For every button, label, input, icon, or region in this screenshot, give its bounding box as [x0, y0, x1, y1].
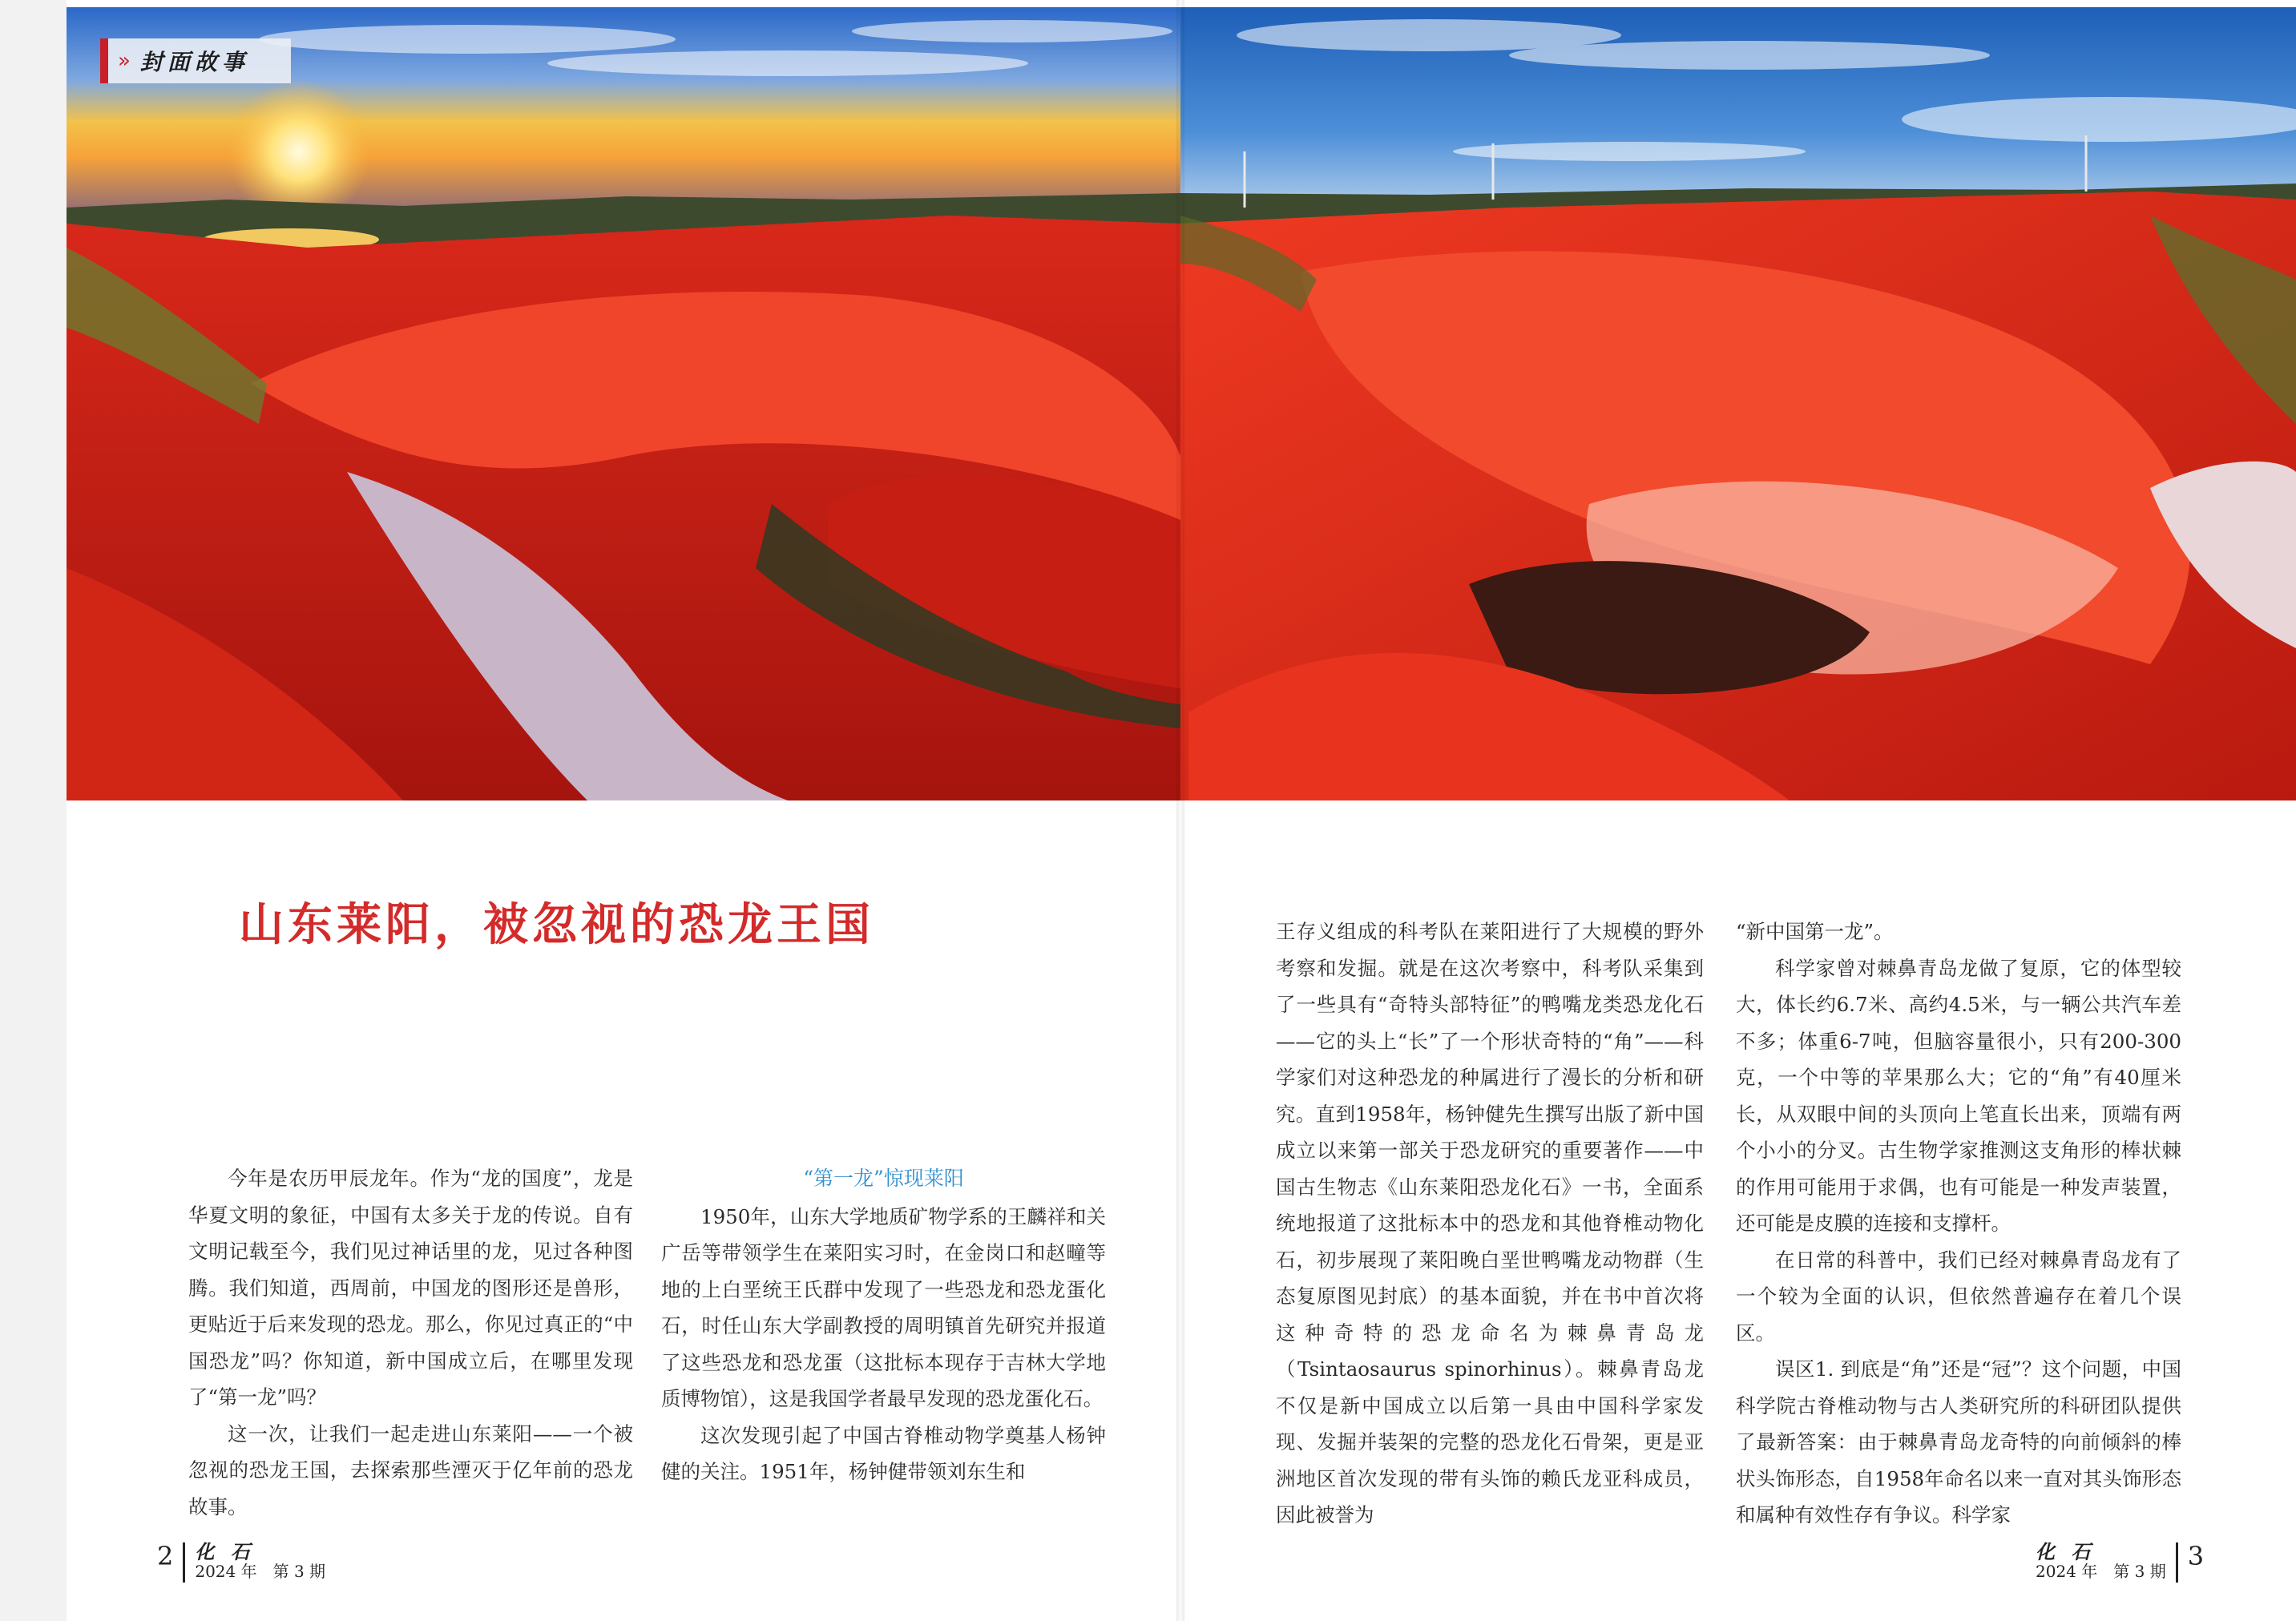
paragraph: 这一次，让我们一起走进山东莱阳——一个被忽视的恐龙王国，去探索那些湮灭于亿年前的恐龙故事。: [188, 1421, 633, 1518]
magazine-info: [195, 1542, 325, 1581]
paragraph: “新中国第一龙”。: [1736, 920, 1894, 943]
folio-right: [2036, 1542, 2204, 1583]
double-chevron-icon: »: [118, 49, 131, 73]
paragraph: 王存义组成的科考队在莱阳进行了大规模的野外考察和发掘。就是在这次考察中，科考队采集到了一些具有“奇特头部特征”的鸭嘴龙类恐龙化石——它的头上“长”了一个形状奇特的“角”——科学家们对这种恐龙的种属进行了漫长的分析和研究。直到1958年，杨钟健先生撰写出版了新中国成立以来第一部关于恐龙研究的重要著作——中国古生物志《山东莱阳恐龙化石》一书，全面系统地报道了这批标本中的恐龙和其他脊椎动物化石，初步展现了莱阳晚白垩世鸭嘴龙动物群（生态复原图见封底）的基本面貌，并在书中首次将这种奇特的恐龙命名为棘鼻青岛龙（Tsintaosaurus spinorhinus）。棘鼻青岛龙不仅是新中国成立以后第一具由中国科学家发现、发掘并装架的完整的恐龙化石骨架，更是亚洲地区首次发现的带有头饰的赖氏龙亚科成员，因此被誉为: [1276, 920, 1704, 1526]
paragraph: 科学家曾对棘鼻青岛龙做了复原，它的体型较大，体长约6.7米、高约4.5米，与一辆公共汽车差不多；体重6-7吨，但脑容量很小，只有200-300克，一个中等的苹果那么大；它的“角”有40厘米长，从双眼中间的头顶向上笔直长出来，顶端有两个小小的分叉。古生物学家推测这支角形的棒状棘的作用可能用于求偶，也有可能是一种发声装置，还可能是皮膜的连接和支撑杆。: [1736, 956, 2181, 1235]
page-edge: [0, 0, 67, 1621]
page-gutter: [1176, 0, 1184, 1621]
section-tag-label: 封面故事: [139, 49, 249, 75]
magazine-name: 化 石: [195, 1540, 255, 1563]
right-column-1: [1276, 913, 1704, 1534]
paragraph: 今年是农历甲辰龙年。作为“龙的国度”，龙是华夏文明的象征，中国有太多关于龙的传说。自有文明记载至今，我们见过神话里的龙，见过各种图腾。我们知道，西周前，中国龙的图形还是兽形，更贴近于后来发现的恐龙。那么，你见过真正的“中国恐龙”吗？你知道，新中国成立后，在哪里发现了“第一龙”吗？: [188, 1167, 633, 1409]
issue-label: 2024 年 第 3 期: [2036, 1562, 2166, 1581]
folio-rule: [183, 1542, 185, 1583]
paragraph: 在日常的科普中，我们已经对棘鼻青岛龙有了一个较为全面的认识，但依然普遍存在着几个误区。: [1736, 1248, 2181, 1345]
section-tag: [100, 38, 291, 83]
right-column-2: [1736, 913, 2181, 1534]
left-column-2: [661, 1160, 1106, 1490]
paragraph: 误区1. 到底是“角”还是“冠”？这个问题，中国科学院古脊椎动物与古人类研究所的科研团队提供了最新答案：由于棘鼻青岛龙奇特的向前倾斜的棒状头饰形态，自1958年命名以来一直对其头饰形态和属种有效性存有争议。科学家: [1736, 1357, 2181, 1526]
section-tag-bar: [100, 38, 108, 83]
left-column-1: [188, 1160, 633, 1525]
issue-label: 2024 年 第 3 期: [195, 1562, 326, 1581]
article-headline: 山东莱阳，被忽视的恐龙王国: [239, 899, 874, 951]
paragraph: 1950年，山东大学地质矿物学系的王麟祥和关广岳等带领学生在莱阳实习时，在金岗口和赵疃等地的上白垩统王氏群中发现了一些恐龙和恐龙蛋化石，时任山东大学副教授的周明镇首先研究并报道了这些恐龙和恐龙蛋（这批标本现存于吉林大学地质博物馆），这是我国学者最早发现的恐龙蛋化石。: [661, 1204, 1106, 1410]
magazine-info: [2036, 1542, 2166, 1581]
folio-rule: [2176, 1542, 2178, 1583]
page-number: 3: [2187, 1541, 2205, 1571]
folio-left: [157, 1542, 325, 1583]
page-number: 2: [157, 1541, 174, 1571]
section-subheading: “第一龙”惊现莱阳: [803, 1167, 964, 1190]
paragraph: 这次发现引起了中国古脊椎动物学奠基人杨钟健的关注。1951年，杨钟健带领刘东生和: [661, 1423, 1106, 1483]
magazine-name: 化 石: [2036, 1540, 2096, 1563]
